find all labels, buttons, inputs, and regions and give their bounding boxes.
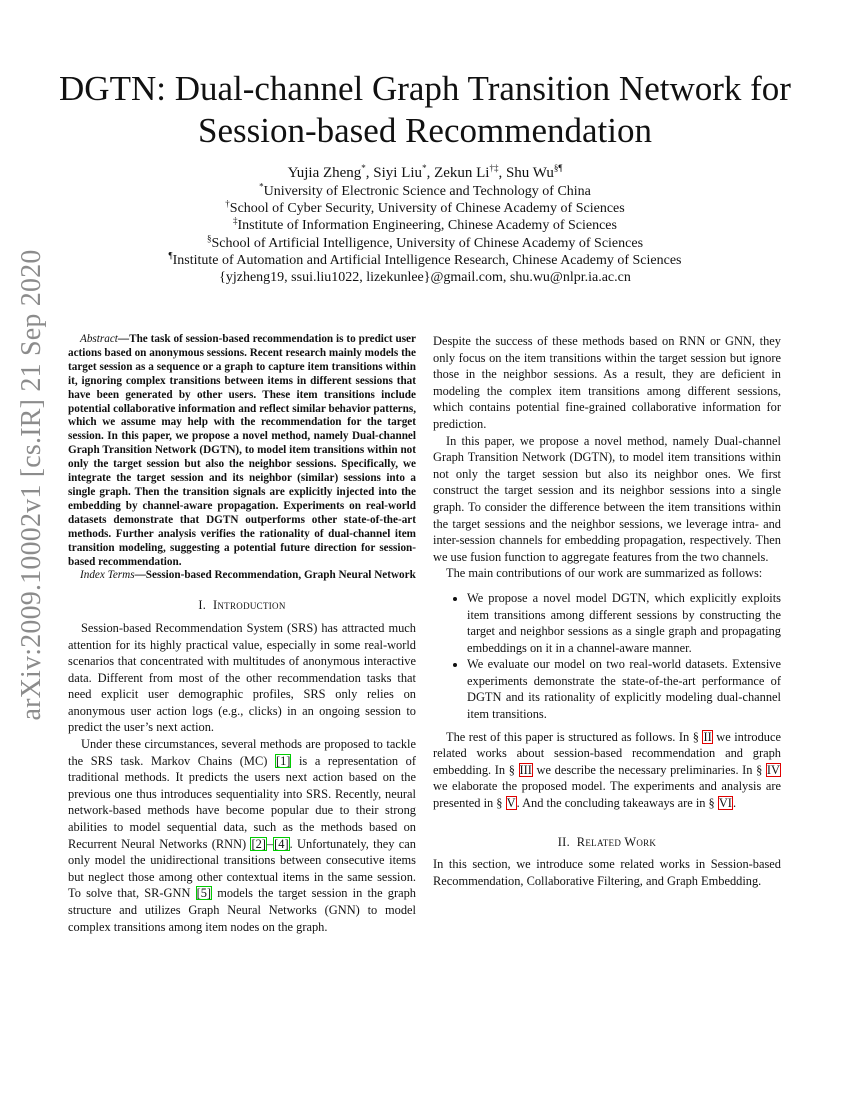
- author-mark: †‡: [489, 163, 499, 173]
- affiliation-mark: †: [225, 198, 230, 209]
- citation-link[interactable]: [1]: [275, 753, 291, 768]
- intro-paragraph-5: The main contributions of our work are summarized as follows:: [446, 566, 763, 581]
- affiliation-text: Institute of Information Engineering, Chinese Academy of Sciences: [237, 218, 617, 234]
- text-run: we introduce related works about session-based recommendation and graph embedding. In §: [433, 729, 782, 777]
- author-names: Yujia Zheng*, Siyi Liu*, Zekun Li†‡, Shu Wu§¶: [287, 163, 563, 181]
- affiliation: [40, 252, 810, 269]
- left-column: [68, 333, 416, 935]
- affiliation-text: School of Cyber Security, University of Chinese Academy of Sciences: [229, 201, 625, 217]
- index-terms: [68, 569, 416, 583]
- text-run: . And the concluding takeaways are in §: [516, 796, 718, 811]
- affiliation-mark: ¶: [168, 250, 173, 261]
- author: Shu Wu: [505, 165, 554, 181]
- arxiv-sidebar-stamp: [12, 249, 52, 721]
- text-run: we elaborate the proposed model. The experiments and analysis are presented in §: [433, 779, 781, 811]
- text-run: .: [732, 796, 737, 811]
- citation-link[interactable]: [4]: [274, 836, 289, 851]
- intro-paragraph-4: In this paper, we propose a novel method, namely Dual-channel Graph Transition Network (DGTN), to model item transitions within not only the target session but also its neighbor ones. We first construct the target session and its neighbor sessions into a single graph. To consider the difference between the item transitions within the target sessions and the neighbor sessions, we leverage intra- and inter-session channels for embedding propagation, respectively. Then we use fusion function to aggregate features from the two channels.: [433, 433, 781, 564]
- related-paragraph-1: In this section, we introduce some related works in Session-based Recommendation, Collaborative Filtering, and Graph Embedding.: [433, 857, 781, 888]
- section-number: II.: [557, 834, 570, 849]
- index-terms-label: Index Terms: [80, 569, 135, 582]
- section-link[interactable]: III: [519, 762, 532, 777]
- affiliation-text: School of Artificial Intelligence, University of Chinese Academy of Sciences: [211, 235, 644, 251]
- abstract-text: —The task of session-based recommendation is to predict user actions based on anonymous sessions. Recent research mainly models the target session as a sequence or a graph to capture item transitions within it, ignoring complex transitions between items in different sessions that have been generated by other users. These item transitions include potential collaborative information and reflect similar behavior patterns, which we assume may help with the recommendation for the target session. In this paper, we propose a novel method, namely Dual-channel Graph Transition Network (DGTN), to model item transitions within not only the target session but also the neighbor sessions. Specifically, we integrate the target session and its neighbor (similar) sessions into a single graph. Then the transition signals are explicitly injected into the embedding by channel-aware propagation. Experiments on real-world datasets demonstrate that DGTN outperforms other state-of-the-art methods. Further analysis verifies the rationality of dual-channel item transition modeling, suggesting a potential future direction for session-based recommendation.: [68, 333, 416, 568]
- intro-paragraph-1: Session-based Recommendation System (SRS) has attracted much attention for its highly practical value, especially in some real-world scenarios that concentrated with multitudes of anonymous interactive data. Different from most of the other recommendation tasks that need explicit user demographic profiles, SRS only relies on anonymous user action logs (e.g., clicks) in an ongoing session to predict the user’s next action.: [68, 620, 416, 735]
- section-link[interactable]: VI: [718, 796, 732, 811]
- citation-link[interactable]: [5]: [196, 886, 212, 901]
- section-link[interactable]: II: [703, 729, 712, 744]
- text-run: The rest of this paper is structured as follows. In §: [446, 729, 703, 744]
- contribution-item: • We propose a novel model DGTN, which explicitly exploits item transitions among different sessions by constructing the target and neighbor sessions as a single graph and propagating embeddings on it in a channel-aware manner.: [467, 590, 781, 656]
- author-block: [40, 164, 810, 286]
- affiliation-text: University of Electronic Science and Technology of China: [263, 184, 591, 199]
- author-emails: {yjzheng19, ssui.liu1022, lizekunlee}@gmail.com, shu.wu@nlpr.ia.ac.cn: [219, 270, 631, 286]
- section-heading-related-work: [433, 834, 781, 851]
- author-mark: *: [422, 163, 427, 173]
- section-heading-introduction: [68, 597, 416, 614]
- section-number: I.: [198, 598, 207, 613]
- affiliation-mark: §: [206, 232, 212, 243]
- affiliation-mark: *: [259, 181, 264, 192]
- abstract: [68, 333, 416, 569]
- section-link[interactable]: V: [506, 796, 516, 811]
- affiliation-text: Institute of Automation and Artificial Intelligence Research, Chinese Academy of Sciences: [172, 252, 682, 268]
- author: Yujia Zheng: [287, 165, 362, 181]
- title-line-2: Session-based Recommendation: [198, 111, 652, 150]
- arxiv-identifier: arXiv:2009.10002v1 [cs.IR] 21 Sep 2020: [16, 249, 47, 721]
- section-title: Introduction: [212, 598, 286, 613]
- affiliation: [40, 200, 810, 217]
- abstract-label: Abstract: [80, 333, 118, 345]
- author-mark: *: [361, 163, 366, 173]
- intro-paragraph-6: [433, 729, 781, 812]
- author-mark: §¶: [553, 163, 563, 173]
- affiliation: [40, 183, 810, 200]
- text-run: Under these circumstances, several methods are proposed to tackle the SRS task. Markov Chains (MC): [68, 737, 416, 768]
- text-run: models the target session in the graph structure and utilizes Graph Neural Networks (GNN) to model complex transitions among item nodes on the graph.: [68, 886, 416, 934]
- right-column: [433, 333, 781, 889]
- affiliation: [40, 232, 810, 252]
- title-line-1: DGTN: Dual-channel Graph Transition Network for: [59, 69, 791, 108]
- section-link[interactable]: IV: [766, 762, 780, 777]
- index-terms-text: —Session-based Recommendation, Graph Neural Network: [134, 569, 416, 582]
- affiliation: [40, 217, 810, 234]
- text-run: . Unfortunately, they can only model the unidirectional transitions between consecutive items but neglect those among other contextual items in the same session. To solve that, SR-GNN: [68, 836, 417, 901]
- contribution-item: • We evaluate our model on two real-world datasets. Extensive experiments demonstrate the state-of-the-art performance of DGTN and its rationality of explicitly modeling dual-channel item transitions.: [467, 656, 781, 722]
- author: Siyi Liu: [373, 165, 423, 181]
- text-run: we describe the necessary preliminaries. In §: [532, 762, 766, 777]
- section-title: Related Work: [576, 834, 657, 849]
- citation-link[interactable]: [2]: [251, 836, 266, 851]
- author: Zekun Li: [434, 165, 490, 181]
- paper-title: [40, 68, 810, 152]
- text-run: –: [266, 836, 274, 851]
- contributions-list: [433, 590, 781, 723]
- intro-paragraph-2: [68, 736, 416, 935]
- text-run: is a representation of traditional methods. It predicts the users next action based on the previous one thus introduces sequentiality into SRS. Recently, neural network-based methods have become popular due to their strong abilities to model sequential data, such as the methods based on Recurrent Neural Networks (RNN): [68, 753, 416, 851]
- intro-paragraph-3: Despite the success of these methods based on RNN or GNN, they only focus on the item transitions within the target session but ignore those in the neighbor sessions. As a result, they are deficient in modeling the complex item transitions among different sessions, which contains potential fine-grained collaborative information for prediction.: [433, 334, 781, 431]
- affiliation-mark: ‡: [233, 215, 238, 226]
